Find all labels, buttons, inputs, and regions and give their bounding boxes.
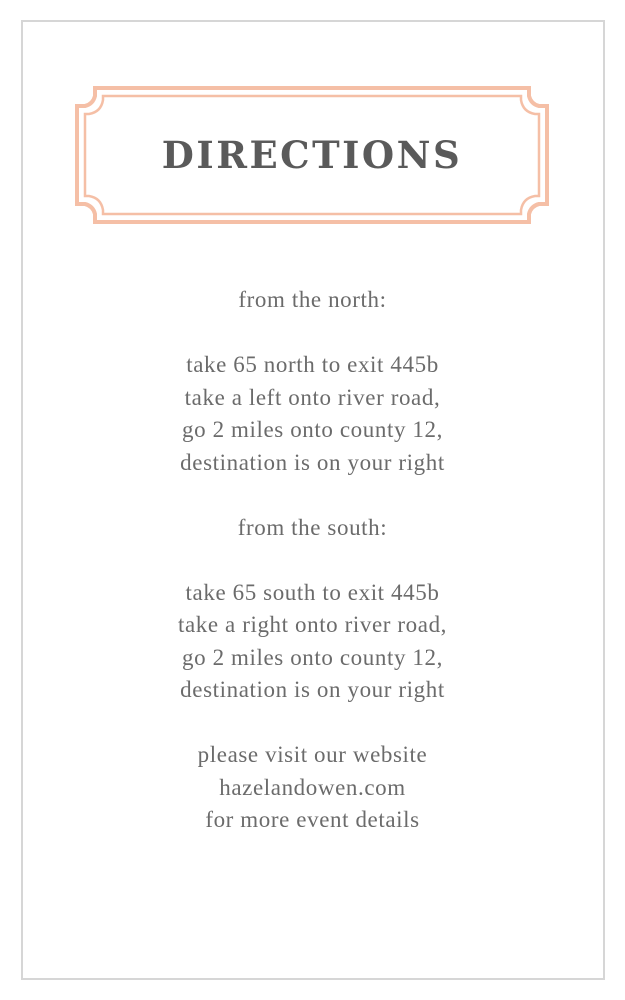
south-line: take 65 south to exit 445b [185,579,440,605]
south-line: go 2 miles onto county 12, [182,644,443,670]
footer-line: please visit our website [197,742,428,767]
website-text: hazelandowen.com [219,774,406,800]
footer-line: for more event details [205,807,420,832]
north-line: destination is on your right [180,449,445,475]
north-line: take a left onto river road, [184,384,441,410]
south-line: destination is on your right [180,677,445,702]
south-heading: from the south: [237,514,388,540]
page-title: DIRECTIONS [161,133,463,177]
north-line: take 65 north to exit 445b [186,352,439,377]
north-heading: from the north: [238,287,387,312]
south-line: take a right onto river road, [177,612,448,637]
directions-text [0,284,625,837]
north-line: go 2 miles onto county 12, [182,417,443,442]
